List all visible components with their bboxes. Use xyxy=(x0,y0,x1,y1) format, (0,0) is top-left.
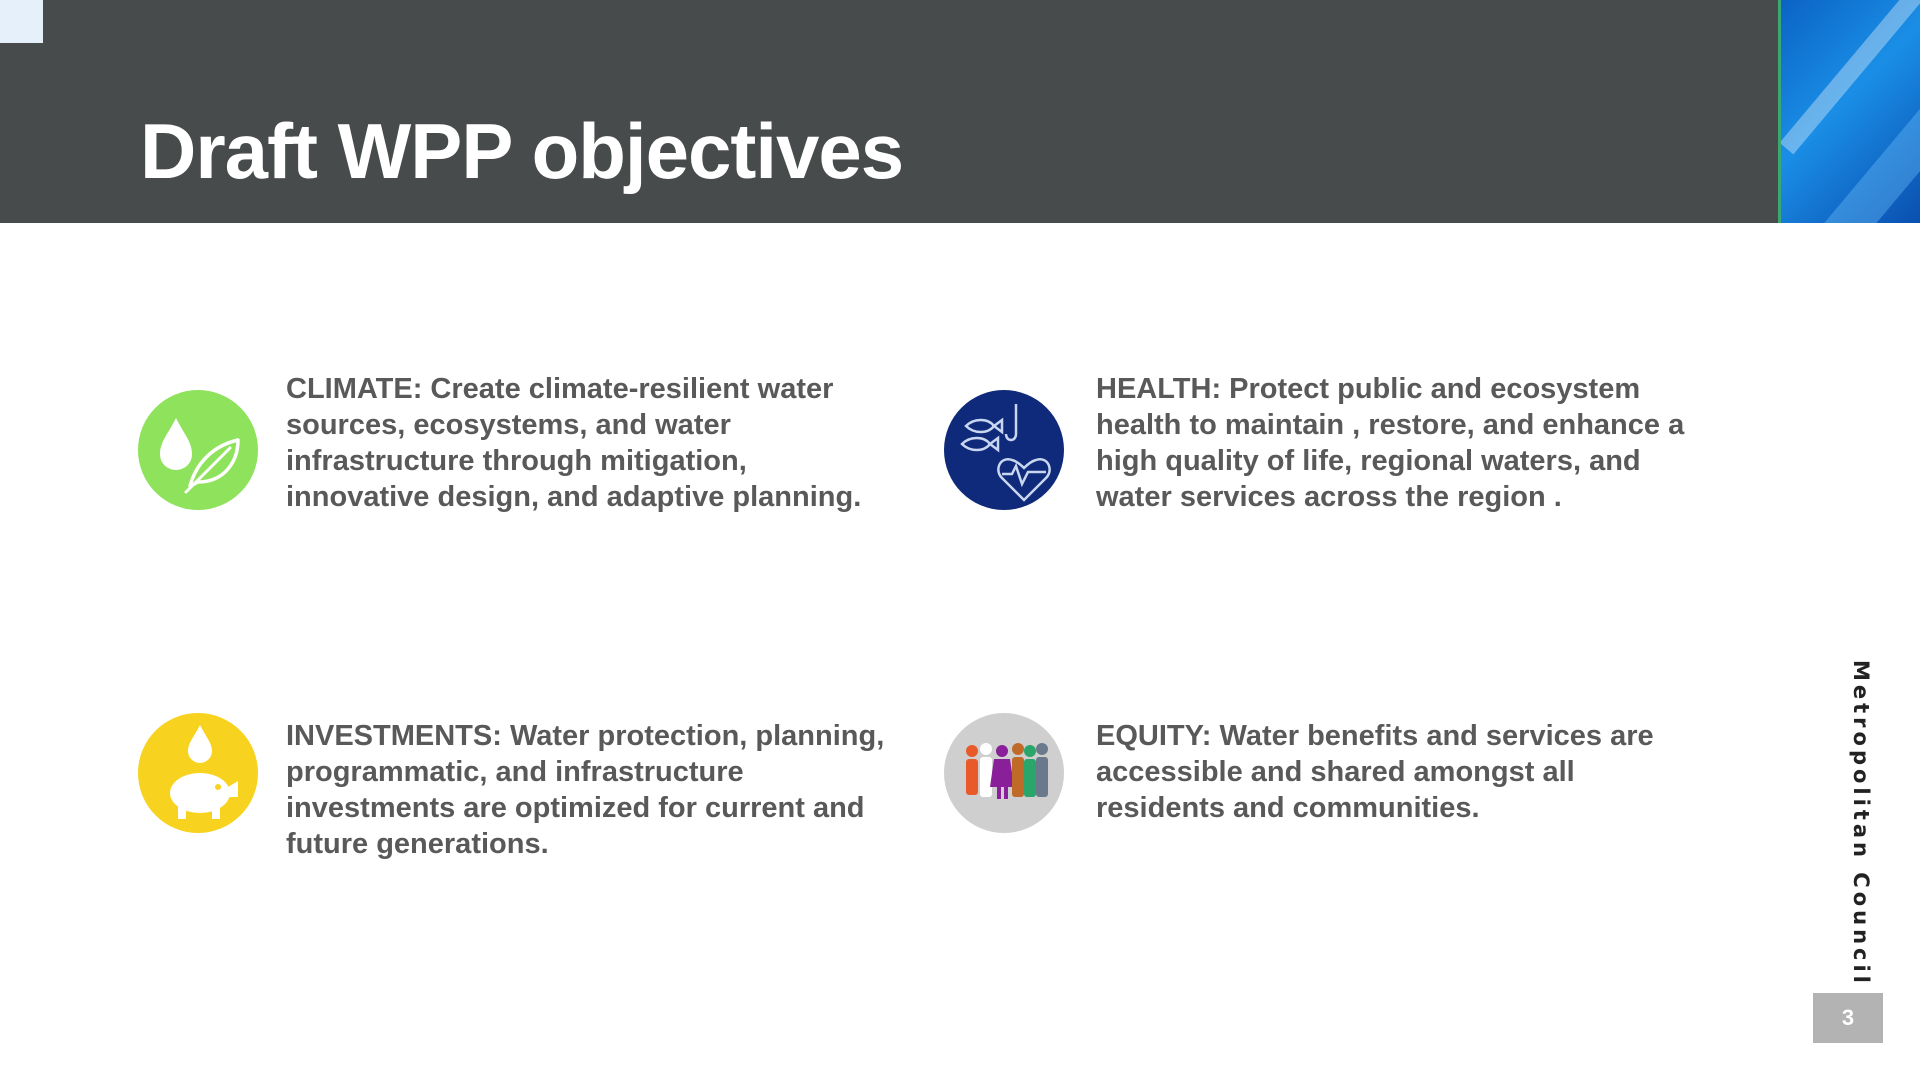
accent-streak xyxy=(1780,0,1920,154)
slide-title: Draft WPP objectives xyxy=(140,107,904,195)
objective-health-text: HEALTH: Protect public and ecosystem health to maintain , restore, and enhance a high quality of life, regional waters, and water services across the region . xyxy=(1096,373,1685,513)
accent-panel xyxy=(1780,0,1920,223)
corner-square xyxy=(0,0,43,43)
objective-equity-text: EQUITY: Water benefits and services are accessible and shared amongst all residents and communities. xyxy=(1096,720,1654,824)
page-number: 3 xyxy=(1813,993,1883,1043)
piggy-bank-drop-icon xyxy=(138,713,258,833)
accent-divider xyxy=(1778,0,1781,223)
fish-heart-icon xyxy=(944,390,1064,510)
organization-label: Metropolitan Council xyxy=(1849,660,1873,987)
water-drop-leaf-icon xyxy=(138,390,258,510)
objective-climate-text: CLIMATE: Create climate-resilient water sources, ecosystems, and water infrastructure through mitigation, innovative design, and adaptive planning. xyxy=(286,373,862,513)
people-group-icon xyxy=(944,713,1064,833)
objective-investments-text: INVESTMENTS: Water protection, planning, programmatic, and infrastructure investments are optimized for current and future generations. xyxy=(286,720,885,860)
